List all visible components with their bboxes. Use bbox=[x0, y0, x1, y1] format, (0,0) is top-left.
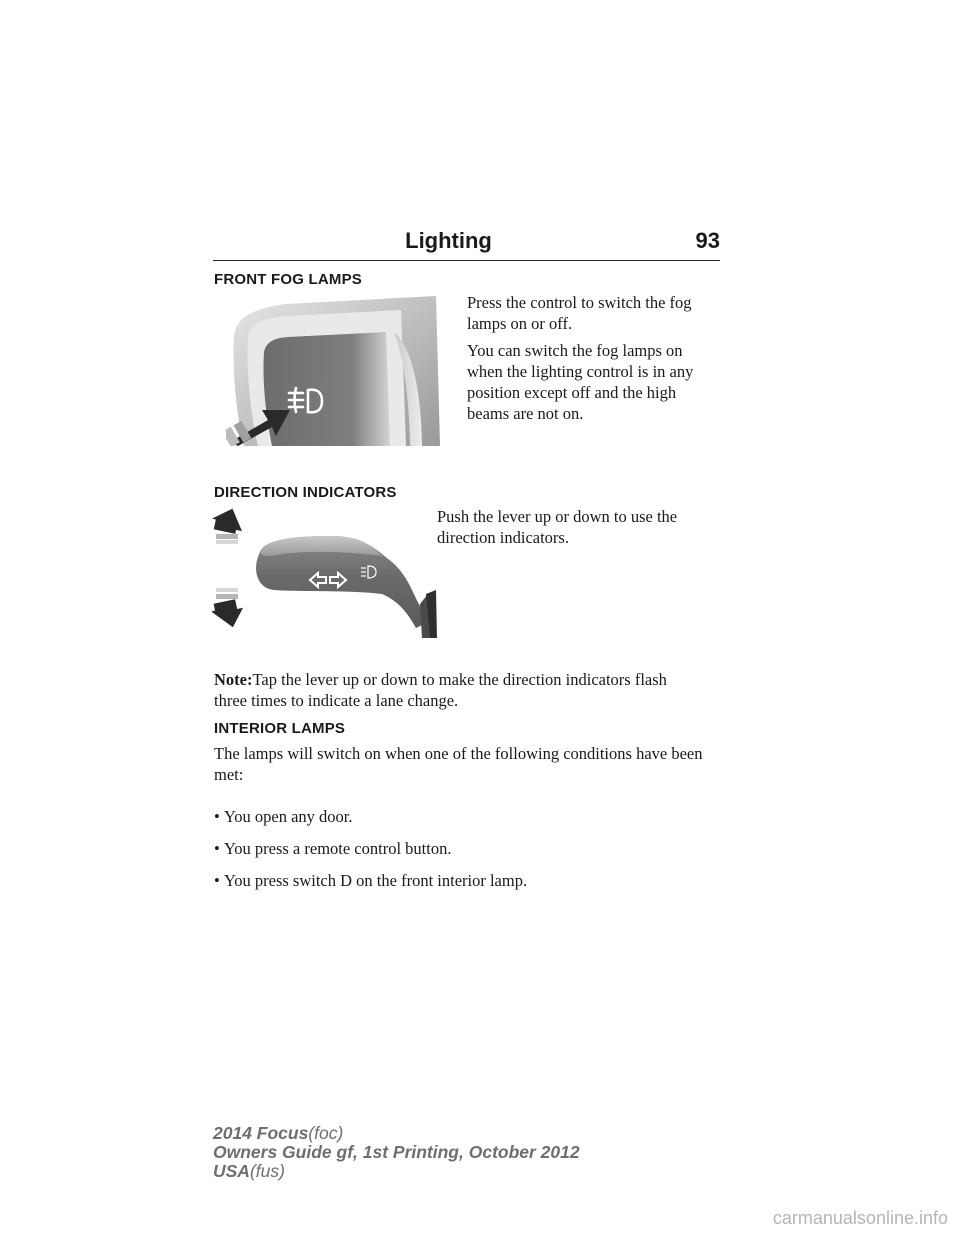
interior-line1: The lamps will switch on when one of the following conditions have been bbox=[214, 744, 703, 763]
footer-market-code: (fus) bbox=[249, 1161, 285, 1181]
turn-signal-lever-illustration bbox=[212, 506, 437, 638]
interior-lamps-heading: INTERIOR LAMPS bbox=[214, 720, 346, 737]
document-footer bbox=[213, 1124, 580, 1181]
watermark: carmanualsonline.info bbox=[772, 1208, 948, 1228]
arrow-up-icon bbox=[212, 506, 246, 544]
note-line2: three times to indicate a lane change. bbox=[214, 691, 459, 710]
page-header bbox=[213, 228, 720, 261]
note-line1: Tap the lever up or down to make the direction indicators flash bbox=[252, 670, 667, 689]
list-item: • You press switch D on the front interior lamp. bbox=[214, 871, 528, 890]
fog-p2-line4: beams are not on. bbox=[467, 404, 584, 423]
list-item: • You open any door. bbox=[214, 807, 353, 826]
fog-p1-line2: lamps on or off. bbox=[467, 314, 573, 333]
footer-model: 2014 Focus bbox=[213, 1123, 309, 1143]
fog-lamp-switch-illustration bbox=[226, 296, 440, 446]
list-item: • You press a remote control button. bbox=[214, 839, 452, 858]
note-label: Note: bbox=[214, 670, 253, 689]
direction-p1-line2: direction indicators. bbox=[437, 528, 569, 547]
footer-model-code: (foc) bbox=[308, 1123, 344, 1143]
page-number: 93 bbox=[695, 228, 720, 253]
interior-line2: met: bbox=[214, 765, 244, 784]
fog-lamps-heading: FRONT FOG LAMPS bbox=[214, 271, 362, 288]
fog-p2-line3: position except off and the high bbox=[467, 383, 677, 402]
direction-p1-line1: Push the lever up or down to use the bbox=[437, 507, 678, 526]
section-title: Lighting bbox=[405, 228, 492, 253]
interior-intro bbox=[214, 743, 702, 785]
direction-indicators-heading: DIRECTION INDICATORS bbox=[214, 484, 397, 501]
interior-conditions-list bbox=[214, 806, 527, 902]
footer-edition: Owners Guide gf, 1st Printing, October 2012 bbox=[213, 1142, 580, 1162]
fog-p2-line2: when the lighting control is in any bbox=[467, 362, 694, 381]
fog-p1-line1: Press the control to switch the fog bbox=[467, 293, 692, 312]
note-paragraph bbox=[214, 669, 667, 711]
fog-p2-line1: You can switch the fog lamps on bbox=[467, 341, 683, 360]
arrow-down-icon bbox=[212, 588, 247, 631]
footer-market: USA bbox=[213, 1161, 250, 1181]
